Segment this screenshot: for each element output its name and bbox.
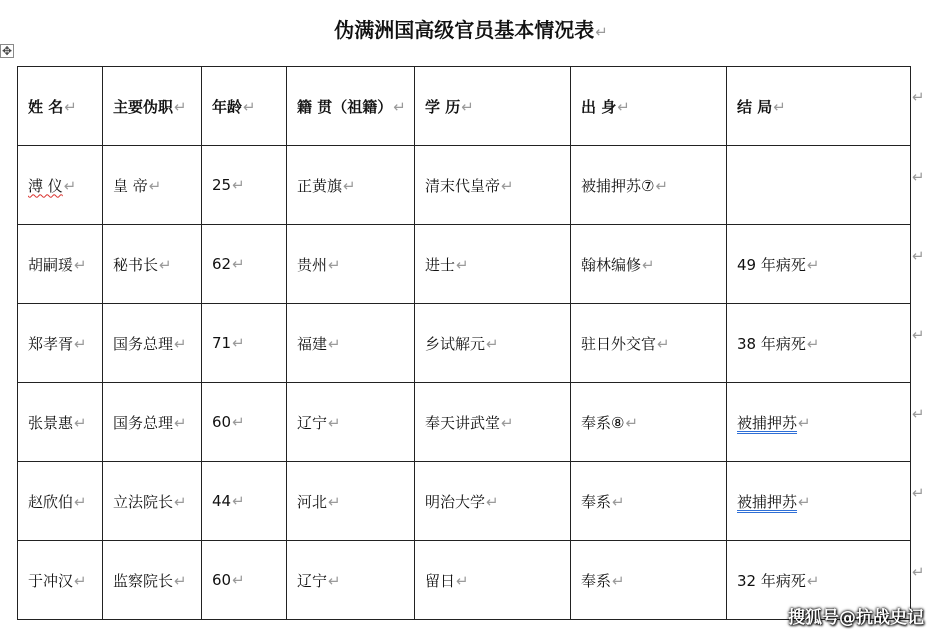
table-move-handle-icon[interactable]: ✥ <box>1 44 13 58</box>
cell-mark-icon: ↵ <box>501 413 514 432</box>
cell-text: 44 <box>212 492 232 510</box>
cell-age[interactable] <box>202 146 287 225</box>
cell-mark-icon: ↵ <box>501 176 514 195</box>
cell-text: 年龄 <box>212 97 243 116</box>
cell-mark-icon: ↵ <box>328 413 341 432</box>
cell-mark-icon: ↵ <box>625 413 639 432</box>
cell-mark-icon: ↵ <box>617 97 630 116</box>
table-header-row <box>18 67 911 146</box>
row-end-mark-icon: ↵ <box>912 484 925 502</box>
cell-name[interactable] <box>18 304 103 383</box>
cell-fate[interactable] <box>727 383 911 462</box>
cell-mark-icon: ↵ <box>798 492 811 511</box>
header-cell-age[interactable] <box>202 67 287 146</box>
cell-text: 于冲汉 <box>28 571 74 590</box>
cell-name[interactable] <box>18 383 103 462</box>
row-end-mark-icon: ↵ <box>912 247 925 265</box>
cell-post[interactable] <box>103 304 202 383</box>
cell-mark-icon: ↵ <box>612 492 625 511</box>
cell-text: 60 <box>212 413 232 431</box>
cell-text: 翰林编修 <box>581 255 642 274</box>
cell-text: 出 身 <box>581 97 617 116</box>
cell-mark-icon: ↵ <box>159 255 172 274</box>
table-row <box>18 541 911 620</box>
cell-mark-icon: ↵ <box>798 413 811 432</box>
cell-text: 奉系⑧ <box>581 413 625 432</box>
cell-text: 乡试解元 <box>425 334 486 353</box>
cell-text: 河北 <box>297 492 328 511</box>
header-cell-background[interactable] <box>571 67 727 146</box>
header-cell-native-place[interactable] <box>287 67 415 146</box>
cell-background[interactable] <box>571 462 727 541</box>
cell-text: 驻日外交官 <box>581 334 657 353</box>
header-cell-fate[interactable] <box>727 67 911 146</box>
cell-text: 赵欣伯 <box>28 492 74 511</box>
cell-text: 主要伪职 <box>113 97 174 116</box>
cell-text: 清末代皇帝 <box>425 176 501 195</box>
cell-text: 皇 帝 <box>113 176 148 195</box>
cell-mark-icon: ↵ <box>63 176 77 195</box>
cell-native-place[interactable] <box>287 146 415 225</box>
cell-text: 奉天讲武堂 <box>425 413 501 432</box>
table-row <box>18 146 911 225</box>
cell-post[interactable] <box>103 383 202 462</box>
cell-mark-icon: ↵ <box>74 255 87 274</box>
cell-mark-icon: ↵ <box>328 334 341 353</box>
cell-text: 贵州 <box>297 255 328 274</box>
cell-text: 明治大学 <box>425 492 486 511</box>
cell-mark-icon: ↵ <box>642 255 655 274</box>
cell-mark-icon: ↵ <box>174 413 187 432</box>
cell-mark-icon: ↵ <box>806 571 820 590</box>
cell-mark-icon: ↵ <box>456 571 469 590</box>
cell-text: 辽宁 <box>297 571 328 590</box>
cell-text: 留日 <box>425 571 456 590</box>
cell-mark-icon: ↵ <box>232 492 245 510</box>
row-end-mark-icon: ↵ <box>912 563 925 581</box>
cell-text: 国务总理 <box>113 413 174 432</box>
cell-text: 国务总理 <box>113 334 174 353</box>
cell-education[interactable] <box>415 462 571 541</box>
cell-text: 正黄旗 <box>297 176 343 195</box>
cell-mark-icon: ↵ <box>773 97 786 116</box>
cell-text: 71 <box>212 334 232 352</box>
cell-background[interactable] <box>571 304 727 383</box>
cell-text: 被捕押苏 <box>737 413 798 432</box>
cell-mark-icon: ↵ <box>74 413 87 432</box>
row-end-mark-icon: ↵ <box>912 88 925 106</box>
cell-post[interactable] <box>103 541 202 620</box>
cell-age[interactable] <box>202 304 287 383</box>
title-text: 伪满洲国高级官员基本情况表 <box>334 18 595 42</box>
cell-fate[interactable] <box>727 462 911 541</box>
officials-table <box>17 66 911 620</box>
cell-text: 62 <box>212 255 232 273</box>
cell-mark-icon: ↵ <box>486 334 499 353</box>
cell-text: 被捕押苏⑦ <box>581 176 655 195</box>
cell-text: 学 历 <box>425 97 461 116</box>
cell-background[interactable] <box>571 383 727 462</box>
cell-text: 38 年病死 <box>737 334 806 353</box>
cell-text: 32 年病死 <box>737 571 806 590</box>
cell-native-place[interactable] <box>287 304 415 383</box>
header-cell-post[interactable] <box>103 67 202 146</box>
row-end-mark-icon: ↵ <box>912 405 925 423</box>
table-row <box>18 225 911 304</box>
cell-native-place[interactable] <box>287 462 415 541</box>
cell-mark-icon: ↵ <box>328 492 341 511</box>
cell-text: 25 <box>212 176 232 194</box>
cell-text: 进士 <box>425 255 456 274</box>
cell-education[interactable] <box>415 541 571 620</box>
table-row <box>18 304 911 383</box>
cell-mark-icon: ↵ <box>174 492 187 511</box>
cell-mark-icon: ↵ <box>64 97 77 116</box>
cell-text: 60 <box>212 571 232 589</box>
cell-native-place[interactable] <box>287 225 415 304</box>
cell-age[interactable] <box>202 541 287 620</box>
cell-education[interactable] <box>415 383 571 462</box>
cell-mark-icon: ↵ <box>174 334 187 353</box>
cell-mark-icon: ↵ <box>232 571 245 589</box>
cell-text: 张景惠 <box>28 413 74 432</box>
cell-fate[interactable] <box>727 304 911 383</box>
cell-mark-icon: ↵ <box>456 255 469 274</box>
watermark: 搜狐号@抗战史记 <box>788 608 924 628</box>
cell-mark-icon: ↵ <box>74 492 87 511</box>
cell-age[interactable] <box>202 383 287 462</box>
cell-mark-icon: ↵ <box>174 571 187 590</box>
cell-education[interactable] <box>415 146 571 225</box>
cell-text: 结 局 <box>737 97 773 116</box>
cell-background[interactable] <box>571 146 727 225</box>
cell-education[interactable] <box>415 225 571 304</box>
cell-age[interactable] <box>202 462 287 541</box>
document-title <box>0 14 942 43</box>
cell-mark-icon: ↵ <box>328 255 341 274</box>
cell-text: 立法院长 <box>113 492 174 511</box>
cell-name[interactable] <box>18 225 103 304</box>
cell-mark-icon: ↵ <box>486 492 499 511</box>
cell-text: 秘书长 <box>113 255 159 274</box>
cell-mark-icon: ↵ <box>232 413 245 431</box>
cell-text: 监察院长 <box>113 571 174 590</box>
row-end-mark-icon: ↵ <box>912 168 925 186</box>
cell-mark-icon: ↵ <box>174 97 187 116</box>
header-cell-name[interactable] <box>18 67 103 146</box>
cell-fate[interactable] <box>727 146 911 225</box>
cell-mark-icon: ↵ <box>328 571 341 590</box>
cell-text: 被捕押苏 <box>737 492 798 511</box>
cell-mark-icon: ↵ <box>806 334 820 353</box>
cell-background[interactable] <box>571 225 727 304</box>
cell-mark-icon: ↵ <box>461 97 474 116</box>
cell-mark-icon: ↵ <box>232 176 245 194</box>
cell-mark-icon: ↵ <box>243 97 256 116</box>
cell-mark-icon: ↵ <box>612 571 625 590</box>
cell-age[interactable] <box>202 225 287 304</box>
cell-text: 49 年病死 <box>737 255 806 274</box>
cell-mark-icon: ↵ <box>655 176 669 195</box>
cell-native-place[interactable] <box>287 541 415 620</box>
cell-name[interactable] <box>18 146 103 225</box>
cell-post[interactable] <box>103 462 202 541</box>
cell-mark-icon: ↵ <box>74 334 87 353</box>
cell-text: 溥 仪 <box>28 176 63 195</box>
cell-text: 胡嗣瑗 <box>28 255 74 274</box>
cell-fate[interactable] <box>727 225 911 304</box>
cell-mark-icon: ↵ <box>232 255 245 273</box>
cell-text: 奉系 <box>581 571 612 590</box>
cell-text: 福建 <box>297 334 328 353</box>
paragraph-mark-icon: ↵ <box>595 23 608 41</box>
cell-education[interactable] <box>415 304 571 383</box>
cell-mark-icon: ↵ <box>806 255 820 274</box>
row-end-mark-icon: ↵ <box>912 326 925 344</box>
header-cell-education[interactable] <box>415 67 571 146</box>
cell-mark-icon: ↵ <box>657 334 670 353</box>
cell-text: 辽宁 <box>297 413 328 432</box>
cell-background[interactable] <box>571 541 727 620</box>
cell-mark-icon: ↵ <box>74 571 87 590</box>
cell-mark-icon: ↵ <box>148 176 162 195</box>
cell-mark-icon: ↵ <box>393 97 406 116</box>
cell-text: 奉系 <box>581 492 612 511</box>
cell-text: 姓 名 <box>28 97 64 116</box>
cell-native-place[interactable] <box>287 383 415 462</box>
cell-post[interactable] <box>103 225 202 304</box>
cell-name[interactable] <box>18 541 103 620</box>
table-row <box>18 462 911 541</box>
cell-name[interactable] <box>18 462 103 541</box>
cell-mark-icon: ↵ <box>343 176 356 195</box>
cell-text: 籍 贯（祖籍） <box>297 97 393 116</box>
cell-text: 郑孝胥 <box>28 334 74 353</box>
table-row <box>18 383 911 462</box>
cell-mark-icon: ↵ <box>232 334 245 352</box>
cell-post[interactable] <box>103 146 202 225</box>
